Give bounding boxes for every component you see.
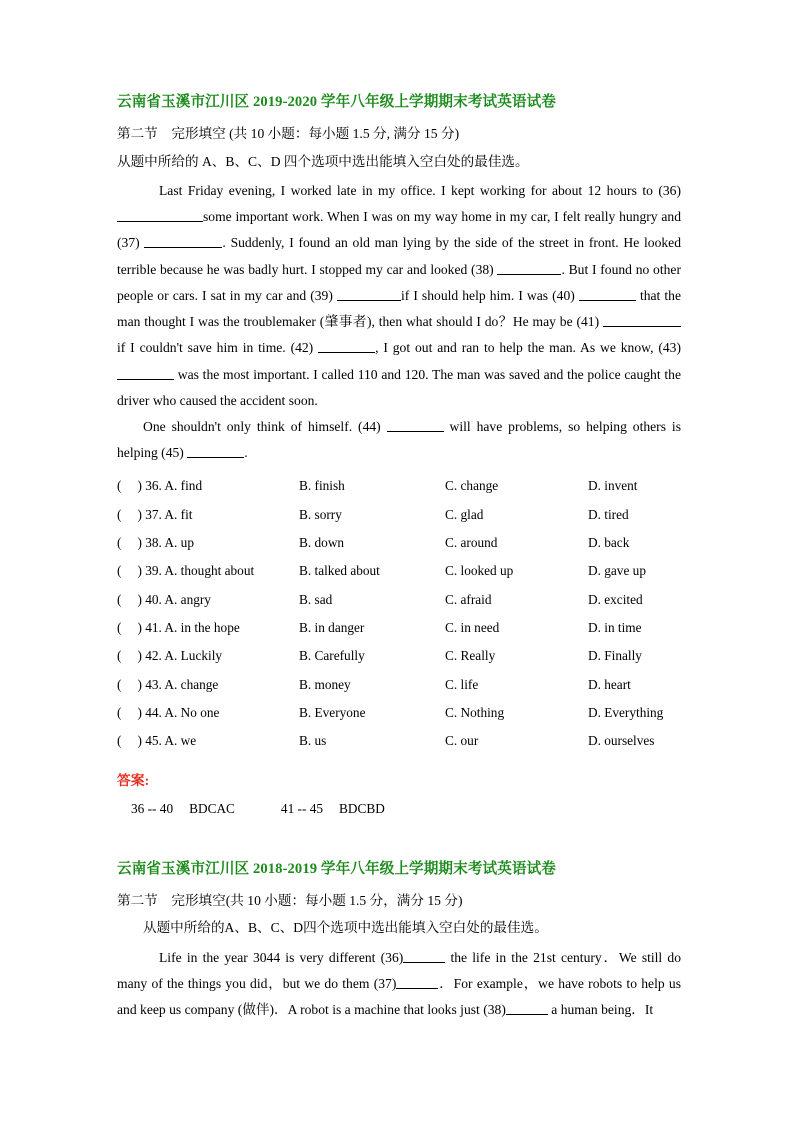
table-row xyxy=(117,535,681,563)
cloze-passage-paragraph-1 xyxy=(117,178,681,414)
option-b-label: B. sad xyxy=(299,591,333,607)
option-cell-a[interactable] xyxy=(117,733,299,761)
option-cell-b[interactable] xyxy=(299,535,445,563)
answer-bracket[interactable]: ( ) xyxy=(117,704,142,720)
option-a-label: A. No one xyxy=(164,704,220,720)
option-b-label: B. Carefully xyxy=(299,648,365,664)
option-c-label: C. glad xyxy=(445,506,484,522)
exam-title-2018: 云南省玉溪市江川区 2018-2019 学年八年级上学期期末考试英语试卷 xyxy=(117,860,556,877)
option-a-label: A. thought about xyxy=(164,563,255,579)
blank-36 xyxy=(117,208,203,222)
question-number: 38. xyxy=(145,535,162,551)
option-b-label: B. Everyone xyxy=(299,704,366,720)
answer-bracket[interactable]: ( ) xyxy=(117,535,142,551)
option-b-label: B. talked about xyxy=(299,563,380,579)
passage-text-segment: if I should help him. I was (40) xyxy=(400,287,575,303)
answer-bracket[interactable]: ( ) xyxy=(117,619,142,635)
option-cell-c[interactable] xyxy=(445,592,588,620)
section-separator xyxy=(117,819,681,859)
option-cell-b[interactable] xyxy=(299,620,445,648)
option-cell-c[interactable] xyxy=(445,478,588,506)
document-content xyxy=(117,92,681,1023)
option-a-label: A. find xyxy=(164,478,203,494)
question-number: 37. xyxy=(145,506,162,522)
question-number: 36. xyxy=(145,478,162,494)
table-row xyxy=(117,507,681,535)
option-c-label: C. Really xyxy=(445,648,496,664)
question-options-body xyxy=(117,478,681,761)
answer-range-1: 36 -- 40 xyxy=(131,800,174,816)
table-row xyxy=(117,592,681,620)
option-cell-b[interactable] xyxy=(299,478,445,506)
option-cell-d[interactable] xyxy=(588,620,681,648)
blank-37 xyxy=(144,234,222,248)
answer-bracket[interactable]: ( ) xyxy=(117,506,142,522)
answer-bracket[interactable]: ( ) xyxy=(117,563,142,579)
option-c-label: C. around xyxy=(445,535,498,551)
instruction-2019: 从题中所给的 A、B、C、D 四个选项中选出能填入空白处的最佳选。 xyxy=(117,153,529,169)
option-cell-c[interactable] xyxy=(445,535,588,563)
section-heading-2019: 第二节 完形填空 (共 10 小题：每小题 1.5 分, 满分 15 分) xyxy=(117,126,460,142)
option-cell-c[interactable] xyxy=(445,677,588,705)
option-d-label: D. back xyxy=(588,535,630,551)
question-number: 40. xyxy=(145,591,162,607)
answer-bracket[interactable]: ( ) xyxy=(117,478,142,494)
answer-bracket[interactable]: ( ) xyxy=(117,676,142,692)
option-cell-c[interactable] xyxy=(445,733,588,761)
option-d-label: D. heart xyxy=(588,676,631,692)
passage-text-segment: that the man thought I was the troublemaker (肇事者), then what should I do？He may be (41) xyxy=(117,287,682,330)
option-cell-a[interactable] xyxy=(117,563,299,591)
option-d-label: D. tired xyxy=(588,506,629,522)
option-cell-c[interactable] xyxy=(445,648,588,676)
option-cell-d[interactable] xyxy=(588,648,681,676)
option-cell-c[interactable] xyxy=(445,620,588,648)
option-a-label: A. up xyxy=(164,535,194,551)
blank-38 xyxy=(497,261,561,275)
cloze-passage-paragraph-2 xyxy=(117,414,681,466)
question-options-table xyxy=(117,478,681,761)
answer-bracket[interactable]: ( ) xyxy=(117,591,142,607)
option-cell-c[interactable] xyxy=(445,563,588,591)
passage-text-segment: . But I found no other people or cars. I sat in my car and (39) xyxy=(117,261,681,303)
blank-44 xyxy=(387,418,444,432)
blank-2018-38 xyxy=(506,1001,548,1015)
option-c-label: C. afraid xyxy=(445,591,492,607)
answer-keys-1: BDCAC xyxy=(189,800,235,816)
option-d-label: D. Finally xyxy=(588,648,642,664)
passage-text-segment: will have problems, so helping others is helping (45) xyxy=(117,419,681,461)
passage-text-segment: . Suddenly, I found an old man lying by the side of the street in front. He looked terrible because he was badly hurt. I stopped my car and looked (38) xyxy=(117,235,682,277)
question-number: 45. xyxy=(145,733,162,749)
passage-text-segment: a human being．It xyxy=(551,1002,654,1018)
option-c-label: C. looked up xyxy=(445,563,514,579)
option-cell-d[interactable] xyxy=(588,733,681,761)
option-cell-c[interactable] xyxy=(445,705,588,733)
option-cell-a[interactable] xyxy=(117,620,299,648)
option-b-label: B. finish xyxy=(299,478,345,494)
blank-45 xyxy=(187,444,244,458)
option-cell-b[interactable] xyxy=(299,705,445,733)
instruction-2018: 从题中所给的A、B、C、D四个选项中选出能填入空白处的最佳选。 xyxy=(143,920,548,936)
option-b-label: B. us xyxy=(299,733,327,749)
passage-text-segment: the life in the 21st century．We still do many of the things you did，but we do them (37) xyxy=(117,949,681,991)
cloze-passage-2018 xyxy=(117,945,681,1024)
table-row xyxy=(117,478,681,506)
option-cell-a[interactable] xyxy=(117,592,299,620)
question-number: 42. xyxy=(145,648,162,664)
question-number: 39. xyxy=(145,563,162,579)
option-d-label: D. invent xyxy=(588,478,638,494)
question-number: 41. xyxy=(145,619,162,635)
option-b-label: B. in danger xyxy=(299,619,365,635)
option-cell-b[interactable] xyxy=(299,507,445,535)
option-cell-a[interactable] xyxy=(117,677,299,705)
option-cell-b[interactable] xyxy=(299,677,445,705)
answer-range-2: 41 -- 45 xyxy=(280,800,324,816)
blank-43 xyxy=(117,366,174,380)
option-cell-b[interactable] xyxy=(299,592,445,620)
passage-text-segment: ．For example，we have robots to help us and keep us company (做伴)．A robot is a machine that looks just (38) xyxy=(117,975,681,1018)
passage-text-segment: . xyxy=(244,445,248,461)
option-b-label: B. money xyxy=(299,676,351,692)
passage-text-segment: One shouldn't only think of himself. (44) xyxy=(143,419,381,435)
question-number: 43. xyxy=(145,676,162,692)
blank-39 xyxy=(337,287,401,301)
option-cell-b[interactable] xyxy=(299,648,445,676)
option-a-label: A. we xyxy=(164,733,197,749)
option-c-label: C. in need xyxy=(445,619,500,635)
question-number: 44. xyxy=(145,704,162,720)
option-d-label: D. ourselves xyxy=(588,733,655,749)
passage-text-segment: Last Friday evening, I worked late in my office. I kept working for about 12 hours to (36) xyxy=(159,182,681,198)
blank-42 xyxy=(318,339,375,353)
passage-text-segment: was the most important. I called 110 and 120. The man was saved and the police caught the driver who caused the accident soon. xyxy=(117,366,681,408)
option-cell-a[interactable] xyxy=(117,648,299,676)
answer-bracket[interactable]: ( ) xyxy=(117,648,142,664)
option-cell-d[interactable] xyxy=(588,535,681,563)
option-cell-d[interactable] xyxy=(588,705,681,733)
option-c-label: C. life xyxy=(445,676,479,692)
section-heading-2018: 第二节 完形填空(共 10 小题：每小题 1.5 分，满分 15 分) xyxy=(117,892,463,908)
option-a-label: A. change xyxy=(164,676,219,692)
option-cell-a[interactable] xyxy=(117,705,299,733)
option-d-label: D. excited xyxy=(588,591,643,607)
option-c-label: C. change xyxy=(445,478,499,494)
option-cell-a[interactable] xyxy=(117,507,299,535)
option-cell-a[interactable] xyxy=(117,478,299,506)
blank-41 xyxy=(603,313,681,327)
option-a-label: A. Luckily xyxy=(164,648,223,664)
option-cell-c[interactable] xyxy=(445,507,588,535)
option-cell-d[interactable] xyxy=(588,507,681,535)
table-row xyxy=(117,648,681,676)
exam-title-2019: 云南省玉溪市江川区 2019-2020 学年八年级上学期期末考试英语试卷 xyxy=(117,94,556,110)
passage-text-segment: , I got out and ran to help the man. As we know, (43) xyxy=(375,340,681,356)
passage-text-segment: if I couldn't save him in time. (42) xyxy=(117,340,314,356)
option-a-label: A. fit xyxy=(164,506,193,522)
option-cell-a[interactable] xyxy=(117,535,299,563)
option-cell-b[interactable] xyxy=(299,563,445,591)
option-cell-b[interactable] xyxy=(299,733,445,761)
option-a-label: A. angry xyxy=(164,591,211,607)
option-cell-d[interactable] xyxy=(588,677,681,705)
blank-40 xyxy=(579,287,636,301)
table-row xyxy=(117,677,681,705)
option-d-label: D. gave up xyxy=(588,563,646,579)
table-row xyxy=(117,705,681,733)
option-cell-d[interactable] xyxy=(588,478,681,506)
option-cell-d[interactable] xyxy=(588,563,681,591)
passage-text-segment: some important work. When I was on my way home in my car, I felt really hungry and (37) xyxy=(117,209,681,251)
option-c-label: C. Nothing xyxy=(445,704,505,720)
option-a-label: A. in the hope xyxy=(164,619,240,635)
blank-2018-37 xyxy=(396,975,438,989)
option-b-label: B. sorry xyxy=(299,506,342,522)
answer-keys-2: BDCBD xyxy=(339,800,385,816)
option-d-label: D. in time xyxy=(588,619,642,635)
option-d-label: D. Everything xyxy=(588,704,664,720)
answer-key-label: 答案: xyxy=(117,773,150,789)
blank-2018-36 xyxy=(403,949,445,963)
option-c-label: C. our xyxy=(445,733,479,749)
table-row xyxy=(117,733,681,761)
option-b-label: B. down xyxy=(299,535,345,551)
answer-key-line xyxy=(117,798,681,819)
table-row xyxy=(117,620,681,648)
option-cell-d[interactable] xyxy=(588,592,681,620)
answer-bracket[interactable]: ( ) xyxy=(117,733,142,749)
passage-text-segment: Life in the year 3044 is very different (36) xyxy=(159,949,404,965)
table-row xyxy=(117,563,681,591)
